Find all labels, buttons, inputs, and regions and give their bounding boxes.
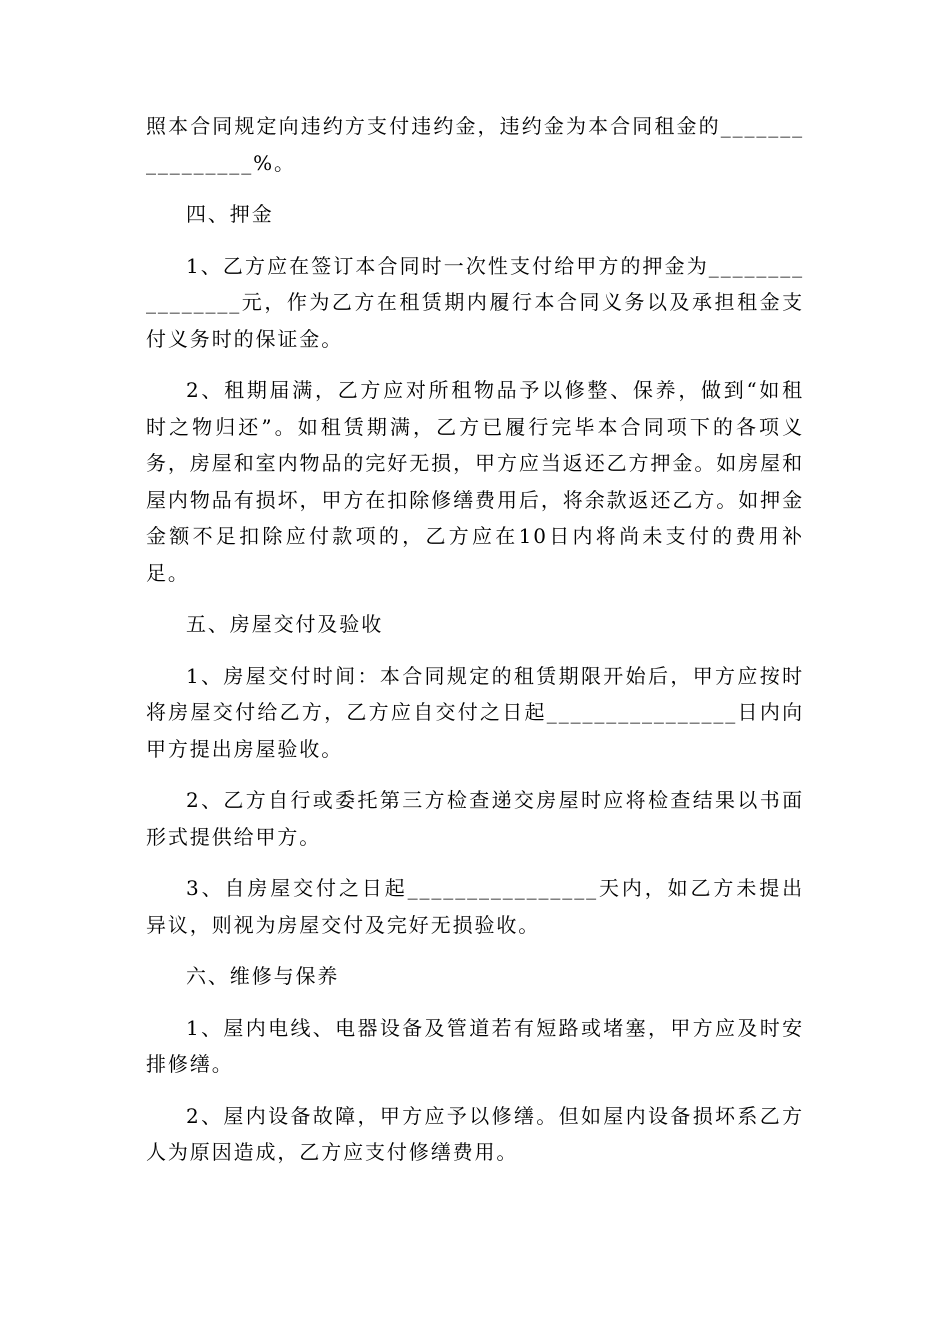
section-heading-maintenance: 六、维修与保养 — [186, 964, 340, 988]
paragraph-acceptance-period: 3、自房屋交付之日起________________天内，如乙方未提出异议，则视为房屋交付及完好无损验收。 — [146, 876, 804, 937]
document-page — [146, 108, 804, 1186]
section-heading-delivery: 五、房屋交付及验收 — [186, 612, 384, 636]
paragraph-deposit-return: 2、租期届满，乙方应对所租物品予以修整、保养，做到“如租时之物归还”。如租赁期满，乙方已履行完毕本合同项下的各项义务，房屋和室内物品的完好无损，甲方应当返还乙方押金。如房屋和屋内物品有损坏，甲方在扣除修缮费用后，将余款返还乙方。如押金金额不足扣除应付款项的，乙方应在10日内将尚未支付的费用补足。 — [146, 378, 804, 585]
section-heading-deposit: 四、押金 — [186, 202, 274, 226]
paragraph-penalty-continuation: 照本合同规定向违约方支付违约金，违约金为本合同租金的________________%。 — [146, 114, 804, 175]
paragraph-inspection-result: 2、乙方自行或委托第三方检查递交房屋时应将检查结果以书面形式提供给甲方。 — [146, 788, 804, 849]
paragraph-deposit-amount: 1、乙方应在签订本合同时一次性支付给甲方的押金为________________元，作为乙方在租赁期内履行本合同义务以及承担租金支付义务时的保证金。 — [146, 253, 804, 351]
paragraph-delivery-time: 1、房屋交付时间：本合同规定的租赁期限开始后，甲方应按时将房屋交付给乙方，乙方应自交付之日起________________日内向甲方提出房屋验收。 — [146, 663, 804, 761]
paragraph-equipment-repair: 2、屋内设备故障，甲方应予以修缮。但如屋内设备损坏系乙方人为原因造成，乙方应支付修缮费用。 — [146, 1103, 804, 1164]
paragraph-electrical-repair: 1、屋内电线、电器设备及管道若有短路或堵塞，甲方应及时安排修缮。 — [146, 1015, 804, 1076]
